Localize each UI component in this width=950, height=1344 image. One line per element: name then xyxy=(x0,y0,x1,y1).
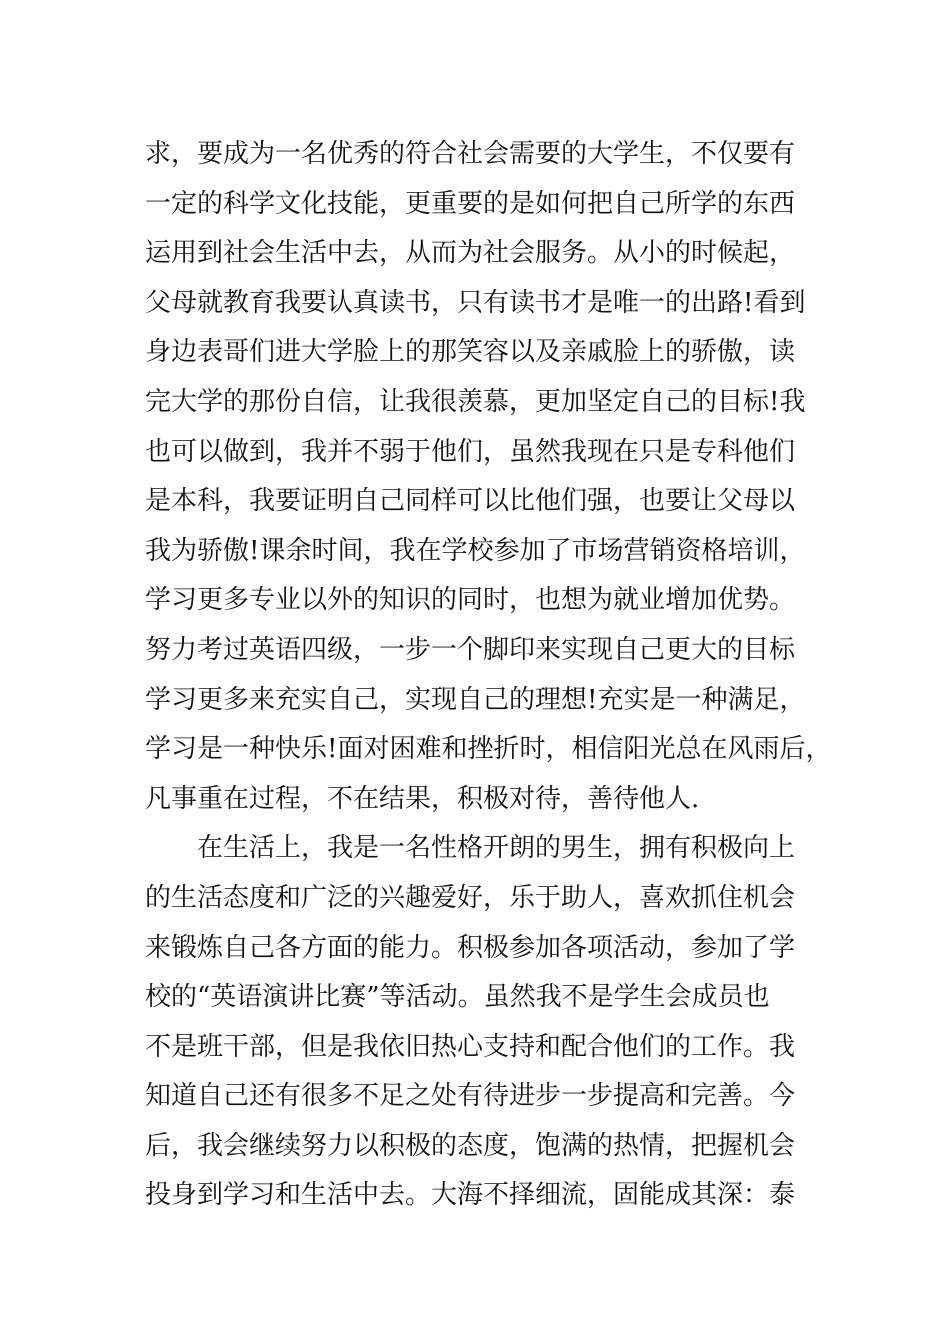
text-line-1: 求，要成为一名优秀的符合社会需要的大学生，不仅要有 xyxy=(145,139,796,169)
text-line-22: 投身到学习和生活中去。大海不择细流，固能成其深：泰 xyxy=(145,1180,796,1211)
text-line-6: 完大学的那份自信，让我很羡慕，更加坚定自己的目标!我 xyxy=(145,386,806,417)
text-line-16: 的生活态度和广泛的兴趣爱好，乐于助人，喜欢抓住机会 xyxy=(145,882,796,913)
text-line-18: 校的“英语演讲比赛”等活动。虽然我不是学生会成员也 xyxy=(145,982,770,1013)
text-line-19: 不是班干部，但是我依旧热心支持和配合他们的工作。我 xyxy=(145,1031,796,1062)
text-line-7: 也可以做到，我并不弱于他们，虽然我现在只是专科他们 xyxy=(145,436,796,467)
text-line-11: 努力考过英语四级，一步一个脚印来实现自己更大的目标 xyxy=(145,634,796,665)
paragraph-2-first-line: 在生活上，我是一名性格开朗的男生，拥有积极向上 xyxy=(197,833,796,864)
text-line-12: 学习更多来充实自己，实现自己的理想!充实是一种满足， xyxy=(145,684,806,715)
text-line-9: 我为骄傲!课余时间，我在学校参加了市场营销资格培训， xyxy=(145,535,806,566)
text-line-8: 是本科，我要证明自己同样可以比他们强，也要让父母以 xyxy=(145,486,796,517)
body-text xyxy=(145,130,832,1221)
text-line-5: 身边表哥们进大学脸上的那笑容以及亲戚脸上的骄傲，读 xyxy=(145,337,796,368)
text-line-17: 来锻炼自己各方面的能力。积极参加各项活动，参加了学 xyxy=(145,932,796,963)
text-line-14: 凡事重在过程，不在结果，积极对待，善待他人. xyxy=(145,783,700,814)
text-line-3: 运用到社会生活中去，从而为社会服务。从小的时候起， xyxy=(145,238,796,269)
text-line-21: 后，我会继续努力以积极的态度，饱满的热情，把握机会 xyxy=(145,1130,796,1161)
text-line-20: 知道自己还有很多不足之处有待进步一步提高和完善。今 xyxy=(145,1081,796,1112)
text-line-13: 学习是一种快乐!面对困难和挫折时，相信阳光总在风雨后， xyxy=(145,734,832,765)
text-line-10: 学习更多专业以外的知识的同时，也想为就业增加优势。 xyxy=(145,585,796,616)
text-line-4: 父母就教育我要认真读书，只有读书才是唯一的出路!看到 xyxy=(145,287,806,318)
text-line-2: 一定的科学文化技能，更重要的是如何把自己所学的东西 xyxy=(145,188,796,219)
